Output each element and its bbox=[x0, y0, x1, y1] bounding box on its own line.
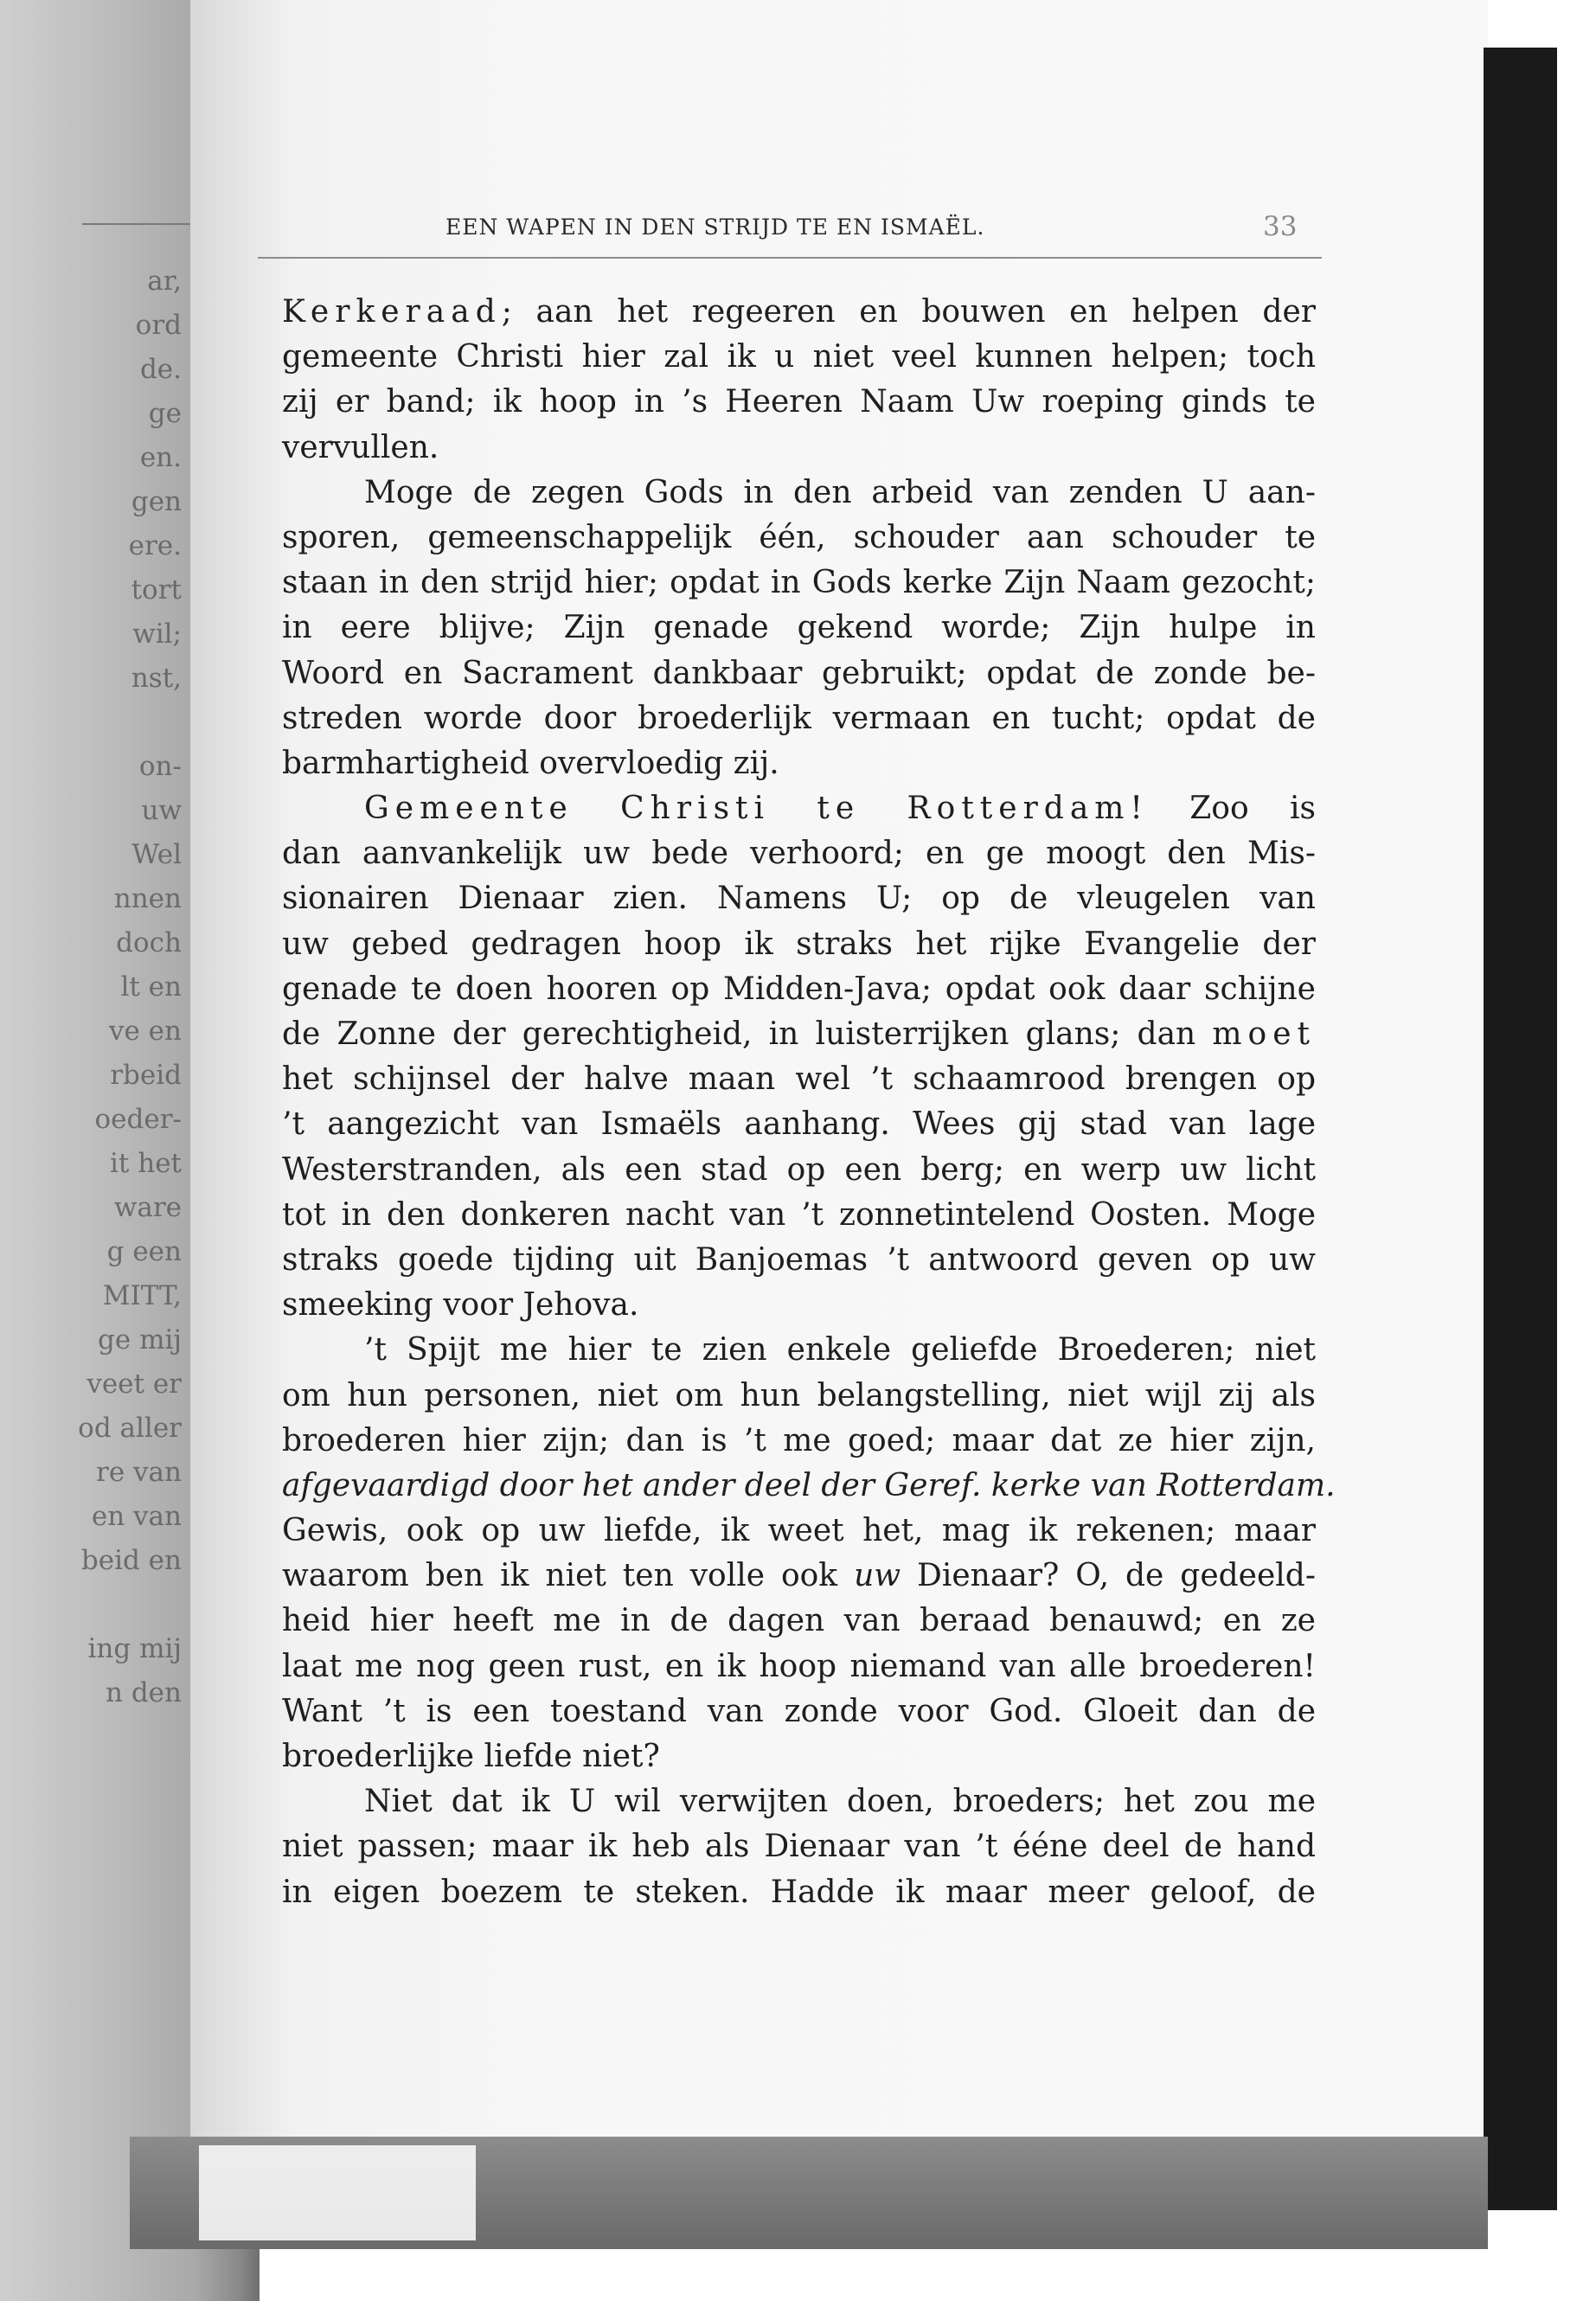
left-page-fragment: rbeid bbox=[110, 1060, 182, 1091]
left-page-fragment: nst, bbox=[131, 663, 182, 694]
left-page-fragment: en. bbox=[139, 442, 182, 473]
page-number: 33 bbox=[1263, 211, 1298, 242]
left-page-fragment: lt en bbox=[120, 971, 182, 1003]
text-line: Gewis, ook op uw liefde, ik weet het, mag ik rekenen; maar bbox=[282, 1513, 1316, 1549]
text-line: Want ’t is een toestand van zonde voor God. Gloeit dan de bbox=[282, 1693, 1316, 1729]
text-line: ’t aangezicht van Ismaëls aanhang. Wees gij stad van lage bbox=[282, 1106, 1316, 1143]
text-line: sionairen Dienaar zien. Namens U; op de vleugelen van bbox=[282, 881, 1316, 917]
left-page-fragment: n den bbox=[106, 1677, 182, 1708]
scan-bottom-highlight bbox=[199, 2145, 476, 2240]
text-line: vervullen. bbox=[282, 429, 439, 465]
left-page-fragment: ere. bbox=[128, 530, 182, 561]
text-line: uw gebed gedragen hoop ik straks het rijke Evangelie der bbox=[282, 926, 1316, 962]
text-line bbox=[282, 786, 1316, 831]
text-span: ; aan het regeeren en bouwen en helpen der bbox=[501, 294, 1316, 330]
left-page-fragment: ing mij bbox=[87, 1633, 182, 1664]
left-page-fragment: beid en bbox=[80, 1545, 182, 1576]
text-line: staan in den strijd hier; opdat in Gods kerke Zijn Naam gezocht; bbox=[282, 565, 1316, 601]
text-line: broederen hier zijn; dan is ’t me goed; maar dat ze hier zijn, bbox=[282, 1422, 1316, 1458]
left-page-fragment: ware bbox=[113, 1192, 182, 1223]
text-span: Dienaar? O, de gedeeld- bbox=[901, 1558, 1316, 1594]
left-page-fragment: Wel bbox=[131, 839, 182, 870]
text-line: streden worde door broederlijk vermaan en tucht; opdat de bbox=[282, 700, 1316, 736]
text-line: dan aanvankelijk uw bede verhoord; en ge moogt den Mis- bbox=[282, 836, 1316, 872]
text-span: Zoo is bbox=[1148, 791, 1316, 827]
text-line: straks goede tijding uit Banjoemas ’t antwoord geven op uw bbox=[282, 1241, 1316, 1278]
header-rule bbox=[258, 257, 1322, 259]
body-text bbox=[282, 290, 1336, 1915]
text-line: Woord en Sacrament dankbaar gebruikt; opdat de zonde be- bbox=[282, 655, 1316, 691]
left-page-fragment: gen bbox=[131, 486, 182, 517]
text-line: het schijnsel der halve maan wel ’t schaamrood brengen op bbox=[282, 1061, 1316, 1098]
text-line: in eigen boezem te steken. Hadde ik maar meer geloof, de bbox=[282, 1874, 1316, 1910]
left-page-text-fragments bbox=[52, 260, 182, 1715]
left-page-fragment: oeder- bbox=[94, 1104, 182, 1135]
text-line: smeeking voor Jehova. bbox=[282, 1287, 639, 1324]
left-page-fragment: ge bbox=[148, 398, 182, 429]
text-line bbox=[282, 1012, 1316, 1057]
text-line: heid hier heeft me in de dagen van beraad benauwd; en ze bbox=[282, 1603, 1316, 1639]
text-line: om hun personen, niet om hun belangstelling, niet wijl zij als bbox=[282, 1377, 1316, 1413]
text-span: waarom ben ik niet ten volle ook bbox=[282, 1558, 855, 1594]
left-page-rule bbox=[82, 223, 195, 225]
text-line: genade te doen hooren op Midden-Java; opdat ook daar schijne bbox=[282, 971, 1316, 1007]
text-line: afgevaardigd door het ander deel der Geref. kerke van Rotterdam. bbox=[282, 1467, 1336, 1503]
emphasized-phrase: Gemeente Christi te Rotterdam! bbox=[364, 791, 1149, 827]
text-line: Moge de zegen Gods in den arbeid van zenden U aan- bbox=[364, 474, 1316, 510]
left-page-fragment: re van bbox=[96, 1457, 182, 1488]
left-page-fragment: nnen bbox=[113, 883, 182, 914]
text-line: Niet dat ik U wil verwijten doen, broeders; het zou me bbox=[364, 1784, 1316, 1820]
left-page-fragment: en van bbox=[91, 1501, 182, 1532]
running-head: EEN WAPEN IN DEN STRIJD TE EN ISMAËL. bbox=[445, 215, 985, 240]
text-line: barmhartigheid overvloedig zij. bbox=[282, 745, 779, 781]
left-page-fragment: ge mij bbox=[98, 1324, 182, 1356]
text-line: sporen, gemeenschappelijk één, schouder aan schouder te bbox=[282, 519, 1316, 555]
text-line: gemeente Christi hier zal ik u niet veel kunnen helpen; toch bbox=[282, 339, 1316, 375]
left-page-fragment: od aller bbox=[78, 1413, 182, 1444]
text-line: tot in den donkeren nacht van ’t zonnetintelend Oosten. Moge bbox=[282, 1196, 1316, 1233]
text-line: Westerstranden, als een stad op een berg; en werp uw licht bbox=[282, 1151, 1316, 1188]
emphasized-word: uw bbox=[854, 1558, 901, 1594]
left-page-fragment: tort bbox=[131, 574, 182, 606]
text-line: laat me nog geen rust, en ik hoop niemand van alle broederen! bbox=[282, 1648, 1316, 1684]
left-page-fragment: ar, bbox=[147, 266, 182, 297]
left-page-fragment bbox=[52, 1583, 182, 1627]
left-page-fragment: doch bbox=[116, 927, 182, 958]
left-page-fragment: g een bbox=[106, 1236, 182, 1267]
text-span: de Zonne der gerechtigheid, in luisterrijken glans; dan bbox=[282, 1016, 1213, 1052]
left-page-fragment: MITT, bbox=[102, 1280, 182, 1311]
left-page-fragment bbox=[52, 701, 182, 745]
left-page-fragment: ve en bbox=[108, 1016, 182, 1047]
left-page-fragment: uw bbox=[141, 795, 182, 826]
left-page-fragment: on- bbox=[138, 751, 182, 782]
emphasized-word: moet bbox=[1212, 1016, 1316, 1052]
emphasized-word: Kerkeraad bbox=[282, 294, 502, 330]
left-page-fragment: ord bbox=[135, 310, 182, 341]
left-page-fragment: wil; bbox=[132, 619, 182, 650]
scan-edge-shadow bbox=[1484, 48, 1557, 2210]
left-page-fragment: it het bbox=[110, 1148, 182, 1179]
left-page-fragment: de. bbox=[139, 354, 182, 385]
text-line: zij er band; ik hoop in ’s Heeren Naam Uw roeping ginds te bbox=[282, 384, 1316, 420]
text-line: ’t Spijt me hier te zien enkele geliefde Broederen; niet bbox=[364, 1332, 1316, 1368]
text-line: niet passen; maar ik heb als Dienaar van ’t ééne deel de hand bbox=[282, 1829, 1316, 1865]
text-line: in eere blijve; Zijn genade gekend worde; Zijn hulpe in bbox=[282, 610, 1316, 646]
text-line bbox=[282, 290, 1316, 335]
left-page-fragment: veet er bbox=[87, 1368, 182, 1400]
text-line: broederlijke liefde niet? bbox=[282, 1739, 660, 1774]
text-line bbox=[282, 1554, 1316, 1599]
